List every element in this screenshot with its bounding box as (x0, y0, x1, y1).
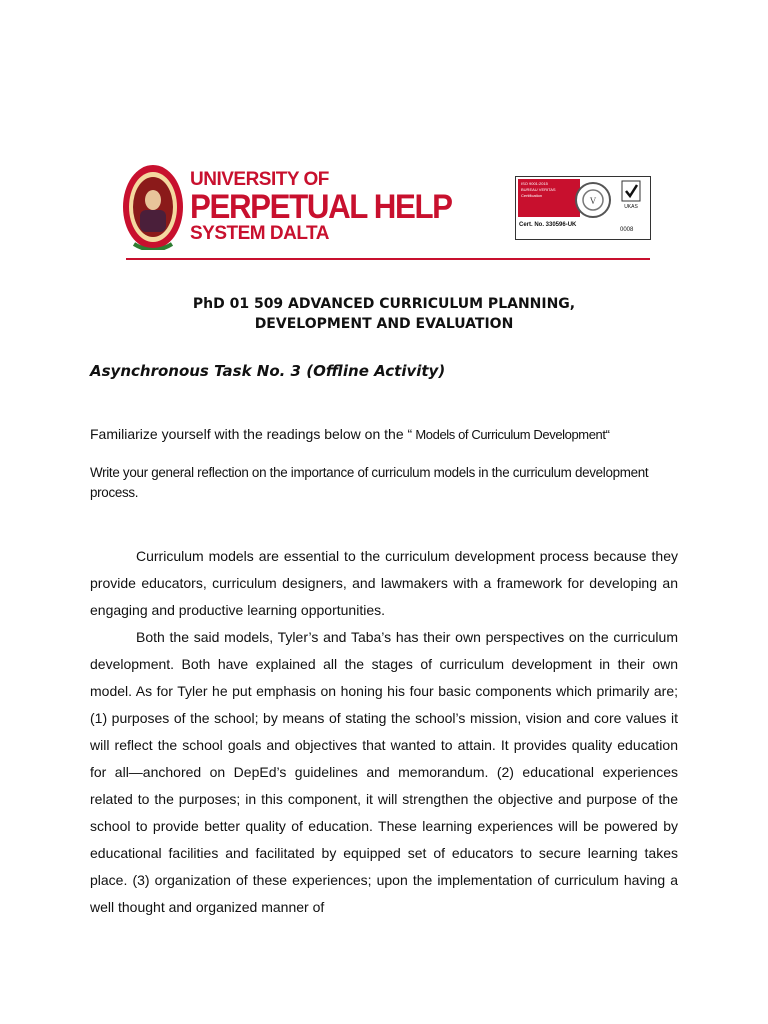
instruction-readings-quote: Models of Curriculum Development“ (412, 427, 610, 442)
ukas-mark (616, 180, 646, 220)
logo-line-3: SYSTEM DALTA (190, 223, 329, 244)
university-seal-icon (122, 164, 184, 250)
certification-badge (515, 176, 651, 240)
course-title-line-1: PhD 01 509 ADVANCED CURRICULUM PLANNING, (192, 296, 576, 312)
header-divider (126, 258, 650, 260)
cert-code: 0008 (620, 227, 634, 233)
logo-line-1: UNIVERSITY OF (190, 169, 329, 190)
university-logo-text (190, 170, 474, 244)
course-title-line-2: DEVELOPMENT AND EVALUATION (254, 316, 514, 332)
cert-bv-text: BUREAU VERITAS (521, 187, 556, 192)
cert-cert-text: Certification (521, 193, 543, 198)
instruction-reflection: Write your general reflection on the importance of curriculum models in the curriculum development process. (90, 465, 649, 500)
cert-iso-text: ISO 9001:2015 (521, 181, 548, 186)
ukas-text: UKAS (624, 204, 638, 210)
body-paragraph-2: Both the said models, Tyler’s and Taba’s has their own perspectives on the curriculum development. Both have explained all the stages of curriculum development in their own model. As for Tyler he put emphasis on honing his four basic components which primarily are; (1) purposes of the school; by means of stating the school’s mission, vision and core values it will reflect the school goals and objectives that wanted to attain. It provides quality education for all—anchored on DepEd’s guidelines and memorandum. (2) educational experiences related to the purposes; in this component, it will strengthen the objective and purpose of the school to provide better quality of education. These learning experiences will be powered by educational facilities and facilitated by equipped set of educators to secure learning takes place. (3) organization of these experiences; upon the implementation of curriculum having a well thought and organized manner of (90, 629, 678, 915)
ukas-crown-check-icon (621, 180, 641, 202)
university-header (118, 160, 658, 270)
course-title (0, 294, 768, 334)
task-title: Asynchronous Task No. 3 (Offline Activity) (90, 362, 446, 380)
instruction-readings-text: Familiarize yourself with the readings below on the “ (90, 426, 413, 442)
bureau-veritas-panel (518, 179, 580, 217)
logo-line-2: PERPETUAL HELP (190, 188, 452, 226)
bureau-veritas-seal-icon (574, 181, 612, 219)
body-paragraph-1: Curriculum models are essential to the curriculum development process because they provide educators, curriculum designers, and lawmakers with a framework for developing an engaging and productive learning opportunities. (90, 548, 678, 618)
cert-number: Cert. No. 330596-UK (519, 222, 577, 228)
instruction-readings (90, 426, 610, 442)
svg-text:V: V (589, 196, 597, 206)
reflection-body (90, 543, 678, 921)
